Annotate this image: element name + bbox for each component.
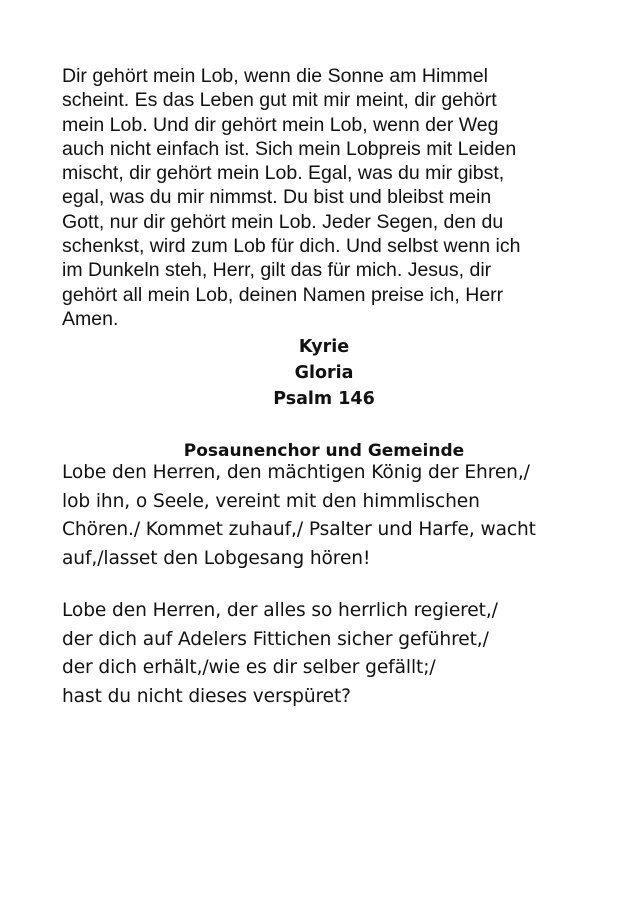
verse-line: Chören./ Kommet zuhauf,/ Psalter und Harfe, wacht — [62, 519, 536, 541]
lyrics-line: im Dunkeln steh, Herr, gilt das für mich. Jesus, dir — [62, 259, 492, 282]
lyrics-line: Gott, nur dir gehört mein Lob. Jeder Segen, den du — [62, 210, 504, 233]
verse-line: der dich auf Adelers Fittichen sicher geführet,/ — [62, 628, 489, 650]
verse-line: lob ihn, o Seele, vereint mit den himmlischen — [62, 490, 480, 512]
lyrics-line: egal, was du mir nimmst. Du bist und bleibst mein — [62, 186, 492, 209]
psalm-heading: Psalm 146 — [273, 389, 375, 409]
kyrie-heading: Kyrie — [298, 337, 350, 357]
gloria-heading: Gloria — [294, 363, 354, 383]
lyrics-line: scheint. Es das Leben gut mit mir meint, dir gehört — [62, 89, 497, 112]
verse-line: Lobe den Herren, den mächtigen König der Ehren,/ — [62, 462, 530, 483]
hymn-verse-1 — [62, 459, 622, 573]
liturgy-headings — [0, 334, 636, 412]
verse-line: Lobe den Herren, der alles so herrlich regieret,/ — [62, 600, 498, 621]
verse-line: der dich erhält,/wie es dir selber gefällt;/ — [62, 657, 436, 679]
lyrics-line: gehört all mein Lob, deinen Namen preise ich, Herr — [62, 283, 504, 306]
verse-line: auf,/lasset den Lobgesang hören! — [62, 547, 371, 569]
lyrics-line: Amen. — [62, 307, 119, 330]
lyrics-line: mein Lob. Und dir gehört mein Lob, wenn der Weg — [62, 113, 499, 136]
lyrics-line: auch nicht einfach ist. Sich mein Lobpreis mit Leiden — [62, 137, 517, 160]
lyrics-line: schenkst, wird zum Lob für dich. Und selbst wenn ich — [62, 235, 521, 258]
song-lyrics-paragraph — [62, 64, 592, 331]
section-title-text: Posaunenchor und Gemeinde — [183, 441, 465, 461]
lyrics-line: mischt, dir gehört mein Lob. Egal, was du mir gibst, — [62, 162, 505, 185]
lyrics-line: Dir gehört mein Lob, wenn die Sonne am Himmel — [62, 65, 488, 87]
hymn-verse-2 — [62, 597, 622, 711]
verse-line: hast du nicht dieses verspüret? — [62, 685, 351, 707]
